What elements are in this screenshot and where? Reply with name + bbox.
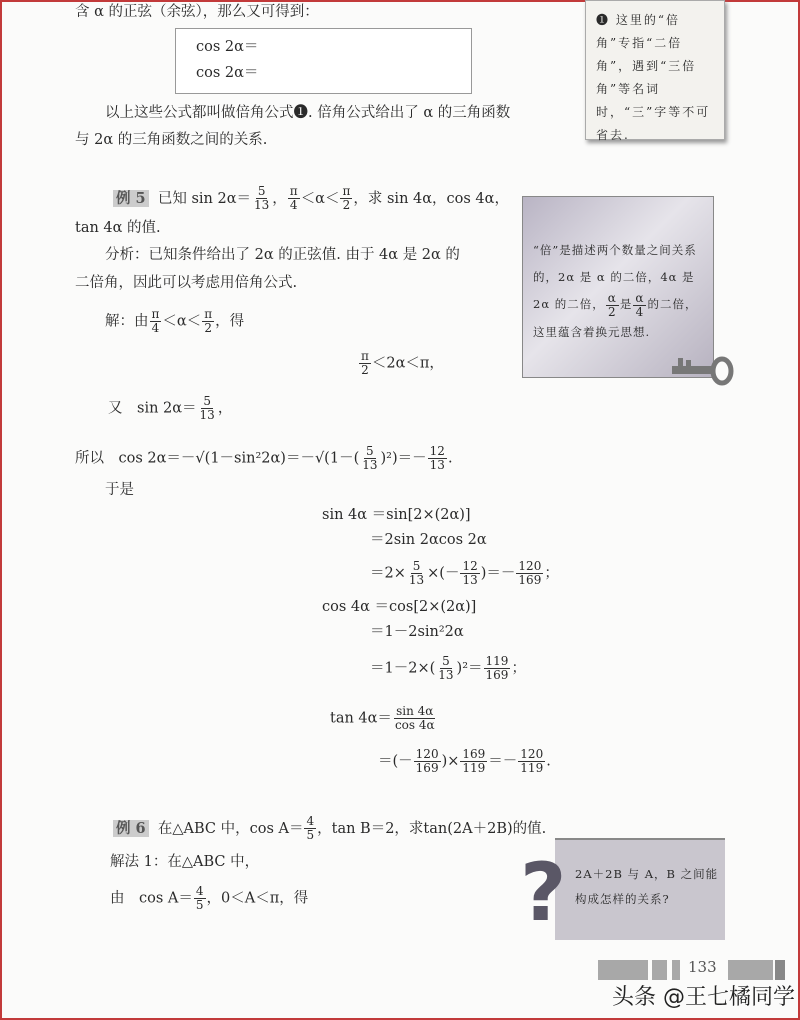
fraction: $\frac{120}{169}$: [415, 747, 439, 775]
solution-start: 解：由 $\frac{\pi}{4}$ ＜α＜ $\frac{\pi}{2}$ ，得: [105, 307, 245, 335]
paragraph-line: 与 2α 的三角函数之间的关系.: [75, 132, 268, 148]
fraction: $\frac{12}{13}$: [462, 559, 478, 587]
footer-bar: [728, 960, 773, 980]
question-note-text: 2A＋2B 与 A，B 之间能构成怎样的关系?: [575, 867, 719, 906]
method1-line: 解法 1：在△ABC 中，: [110, 854, 260, 870]
watermark: 头条 @王七橘同学: [612, 985, 795, 1010]
fraction: $\frac{5}{13}$: [199, 394, 215, 422]
analysis-line: 分析：已知条件给出了 2α 的正弦值. 由于 4α 是 2α 的: [105, 247, 460, 263]
fraction: $\frac{120}{169}$: [518, 559, 542, 587]
question-note-box: [555, 838, 725, 940]
fraction: $\frac{\pi}{2}$: [204, 307, 213, 335]
fraction: $\frac{\pi}{2}$: [361, 349, 369, 377]
example5-problem-text: 已知 sin 2α＝ $\frac{5}{13}$ ， $\frac{\pi}{4}$ ＜α＜ $\frac{\pi}{2}$ ，求 sin 4α，cos 4α，: [157, 184, 509, 212]
fraction: $\frac{\alpha}{2}$: [607, 290, 617, 319]
example6-label: 例 6: [113, 820, 149, 837]
footer-bar: [652, 960, 667, 980]
fraction: $\frac{12}{13}$: [429, 444, 445, 472]
footnote-text: ❶ 这里的“倍角”专指“二倍角”，遇到“三倍角”等名词时，“三”字等不可省去.: [596, 13, 711, 142]
key-note-box: [522, 196, 714, 378]
sin-step: ＝2sin 2αcos 2α: [370, 532, 487, 548]
fraction: $\frac{119}{169}$: [485, 654, 509, 682]
formula-line: cos 2α＝: [196, 65, 259, 81]
fraction: $\frac{169}{119}$: [462, 747, 486, 775]
fraction: $\frac{4}{5}$: [195, 884, 204, 912]
formula-box: [175, 28, 472, 94]
intro-line: 含 α 的正弦（余弦），那么又可得到：: [75, 4, 319, 20]
footer-bar: [775, 960, 785, 980]
cos-step: ＝1－2sin²2α: [370, 624, 464, 640]
therefore-line: 所以 cos 2α＝－√(1－sin²2α)＝－√(1－( $\frac{5}{13}$ )²)＝－ $\frac{12}{13}$ .: [75, 444, 453, 472]
fraction: $\frac{4}{5}$: [306, 814, 315, 842]
example5-label: 例 5: [113, 190, 149, 207]
fraction: $\frac{\alpha}{4}$: [635, 290, 645, 319]
fraction: $\frac{\pi}{4}$: [289, 184, 298, 212]
tan-step: tan 4α＝ $\frac{\sin 4\alpha}{\cos 4\alpha}$: [330, 704, 435, 732]
range-line: $\frac{\pi}{2}$ ＜2α＜π，: [361, 349, 444, 377]
key-icon: [672, 356, 734, 386]
cos-step: ＝1－2×( $\frac{5}{13}$ )²＝ $\frac{119}{169}$ ；: [370, 654, 526, 682]
tan-step: ＝(－ $\frac{120}{169}$ )× $\frac{169}{119}$ ＝－ $\frac{120}{119}$ .: [378, 747, 551, 775]
fraction: $\frac{\sin 4\alpha}{\cos 4\alpha}$: [394, 704, 435, 732]
fraction: $\frac{\pi}{2}$: [342, 184, 351, 212]
key-note-text: “倍”是描述两个数量之间关系的，2α 是 α 的二倍，4α 是 2α 的二倍， $\frac{\alpha}{2}$ 是 $\frac{\alpha}{4}$ 的二倍，这里蕴含着换元思想.: [533, 243, 698, 339]
thus-line: 于是: [105, 482, 134, 498]
footnote-sidebar: [585, 0, 725, 140]
example5-problem-cont: tan 4α 的值.: [75, 220, 161, 236]
page-number: 133: [688, 958, 717, 976]
also-line: 又 sin 2α＝ $\frac{5}{13}$ ，: [108, 394, 233, 422]
fraction: $\frac{5}{13}$: [362, 444, 378, 472]
cos-step: cos 4α ＝cos[2×(2α)]: [322, 599, 477, 615]
fraction: $\frac{120}{119}$: [520, 747, 544, 775]
fraction: $\frac{5}{13}$: [254, 184, 270, 212]
fraction: $\frac{\pi}{4}$: [151, 307, 160, 335]
given-line: 由 cos A＝ $\frac{4}{5}$ ，0＜A＜π，得: [110, 884, 309, 912]
sin-step: ＝2× $\frac{5}{13}$ ×(－ $\frac{12}{13}$ )＝－ $\frac{120}{169}$ ；: [370, 559, 559, 587]
sin-step: sin 4α ＝sin[2×(2α)]: [322, 507, 471, 523]
example6-problem-text: 在△ABC 中，cos A＝ $\frac{4}{5}$ ，tan B＝2，求tan(2A＋2B)的值.: [157, 814, 547, 842]
formula-line: cos 2α＝: [196, 39, 259, 55]
fraction: $\frac{5}{13}$: [408, 559, 425, 587]
footer-bar: [598, 960, 648, 980]
footer-bar: [672, 960, 680, 980]
fraction: $\frac{5}{13}$: [438, 654, 454, 682]
question-mark-icon: ?: [520, 846, 567, 939]
example6-problem: [113, 815, 546, 842]
analysis-line: 二倍角，因此可以考虑用倍角公式.: [75, 275, 298, 291]
example5-problem: [113, 185, 509, 212]
paragraph-line: 以上这些公式都叫做倍角公式❶. 倍角公式给出了 α 的三角函数: [105, 105, 511, 121]
